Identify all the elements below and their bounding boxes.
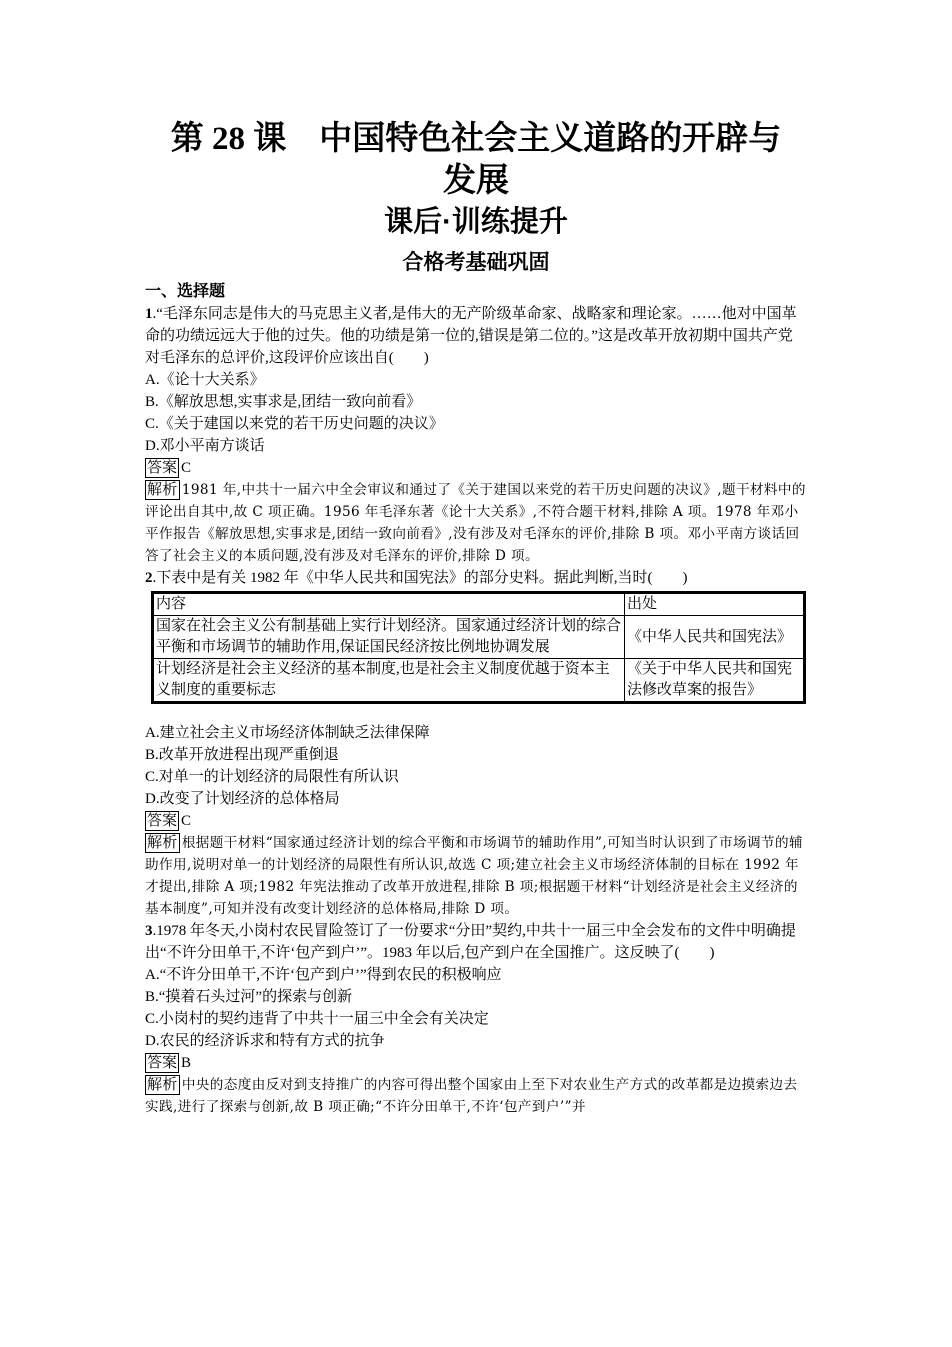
question-1-answer xyxy=(145,457,807,479)
answer-tag: 答案 xyxy=(147,812,178,829)
document-page xyxy=(145,118,807,1118)
explanation-tag: 解析 xyxy=(147,834,178,851)
question-1-explanation xyxy=(145,479,807,567)
answer-tag: 答案 xyxy=(147,1054,178,1071)
question-2-text: .下表中是有关 1982 年《中华人民共和国宪法》的部分史料。据此判断,当时( ) xyxy=(152,570,688,586)
question-1-answer-value: C xyxy=(181,460,192,476)
question-2-option-a: A.建立社会主义市场经济体制缺乏法律保障 xyxy=(145,725,430,741)
question-1 xyxy=(145,303,807,567)
level-heading: 合格考基础巩固 xyxy=(402,251,550,274)
table-cell-source: 《中华人民共和国宪法》 xyxy=(625,616,805,659)
table-cell-source: 《关于中华人民共和国宪法修改草案的报告》 xyxy=(625,659,805,703)
question-2-option-d: D.改变了计划经济的总体格局 xyxy=(145,791,340,807)
lesson-title-line2: 发展 xyxy=(443,163,509,199)
question-1-stem xyxy=(145,303,807,369)
question-3-explanation-text: 中央的态度由反对到支持推广的内容可得出整个国家由上至下对农业生产方式的改革都是边摸索边去实践,进行了探索与创新,故 B 项正确;“不许分田单干,不许‘包产到户’”并 xyxy=(145,1077,798,1115)
question-1-option-c: C.《关于建国以来党的若干历史问题的决议》 xyxy=(145,416,444,432)
source-table xyxy=(151,591,806,704)
question-3-stem xyxy=(145,920,807,964)
table-cell-content: 国家在社会主义公有制基础上实行计划经济。国家通过经济计划的综合平衡和市场调节的辅助作用,保证国民经济按比例地协调发展 xyxy=(153,616,625,659)
question-3-text: .1978 年冬天,小岗村农民冒险签订了一份要求“分田”契约,中共十一届三中全会发布的文件中明确提出“不许分田单干,不许‘包产到户’”。1983 年以后,包产到户在全国推广。这反映了( ) xyxy=(145,923,796,961)
question-2-option-b: B.改革开放进程出现严重倒退 xyxy=(145,747,339,763)
subtitle: 课后·训练提升 xyxy=(384,206,568,238)
question-3-option-b: B.“摸着石头过河”的探索与创新 xyxy=(145,989,353,1005)
question-1-explanation-text: 1981 年,中共十一届六中全会审议和通过了《关于建国以来党的若干历史问题的决议》,题干材料中的评论出自其中,故 C 项正确。1956 年毛泽东著《论十大关系》,不符合题干材料,排除 A 项。1978 年邓小平作报告《解放思想,实事求是,团结一致向前看》,没有涉及对毛泽东的评价,排除 B 项。邓小平南方谈话回答了社会主义的本质问题,没有涉及对毛泽东的评价,排除 D 项。 xyxy=(145,482,806,564)
question-3-explanation xyxy=(145,1074,807,1118)
table-row xyxy=(153,616,805,659)
question-2-answer xyxy=(145,810,807,832)
question-3-answer-value: B xyxy=(181,1055,192,1071)
question-1-option-d: D.邓小平南方谈话 xyxy=(145,438,265,454)
question-2 xyxy=(145,567,807,920)
question-3 xyxy=(145,920,807,1118)
question-2-explanation xyxy=(145,832,807,920)
explanation-tag: 解析 xyxy=(147,1076,178,1093)
question-2-stem xyxy=(145,567,807,589)
lesson-title xyxy=(145,118,807,202)
question-1-text: .“毛泽东同志是伟大的马克思主义者,是伟大的无产阶级革命家、战略家和理论家。……他对中国革命的功绩远远大于他的过失。他的功绩是第一位的,错误是第二位的。”这是改革开放初期中国共产党对毛泽东的总评价,这段评价应该出自( ) xyxy=(145,306,797,366)
question-1-option-b: B.《解放思想,实事求是,团结一致向前看》 xyxy=(145,394,422,410)
table-header-source: 出处 xyxy=(625,593,805,616)
question-2-explanation-text: 根据题干材料“国家通过经济计划的综合平衡和市场调节的辅助作用”,可知当时认识到了市场调节的辅助作用,说明对单一的计划经济的局限性有所认识,故选 C 项;建立社会主义市场经济体制的目标在 1992 年才提出,排除 A 项;1982 年宪法推动了改革开放进程,排除 B 项;根据题干材料“计划经济是社会主义经济的基本制度”,可知并没有改变计划经济的总体格局,排除 D 项。 xyxy=(145,835,803,917)
question-3-option-a: A.“不许分田单干,不许‘包产到户’”得到农民的积极响应 xyxy=(145,967,502,983)
question-1-number: 1 xyxy=(145,306,153,322)
question-1-option-a: A.《论十大关系》 xyxy=(145,372,265,388)
table-header-row xyxy=(153,593,805,616)
lesson-title-line1: 第 28 课 中国特色社会主义道路的开辟与 xyxy=(170,121,782,157)
question-2-option-c: C.对单一的计划经济的局限性有所认识 xyxy=(145,769,399,785)
question-3-option-d: D.农民的经济诉求和特有方式的抗争 xyxy=(145,1033,385,1049)
question-3-number: 3 xyxy=(145,923,153,939)
question-2-answer-value: C xyxy=(181,813,192,829)
answer-tag: 答案 xyxy=(147,459,178,476)
table-cell-content: 计划经济是社会主义经济的基本制度,也是社会主义制度优越于资本主义制度的重要标志 xyxy=(153,659,625,703)
question-2-number: 2 xyxy=(145,570,153,586)
table-row xyxy=(153,659,805,703)
question-3-answer xyxy=(145,1052,807,1074)
table-header-content: 内容 xyxy=(153,593,625,616)
explanation-tag: 解析 xyxy=(147,481,178,498)
section-heading: 一、选择题 xyxy=(145,283,226,300)
question-3-option-c: C.小岗村的契约违背了中共十一届三中全会有关决定 xyxy=(145,1011,489,1027)
